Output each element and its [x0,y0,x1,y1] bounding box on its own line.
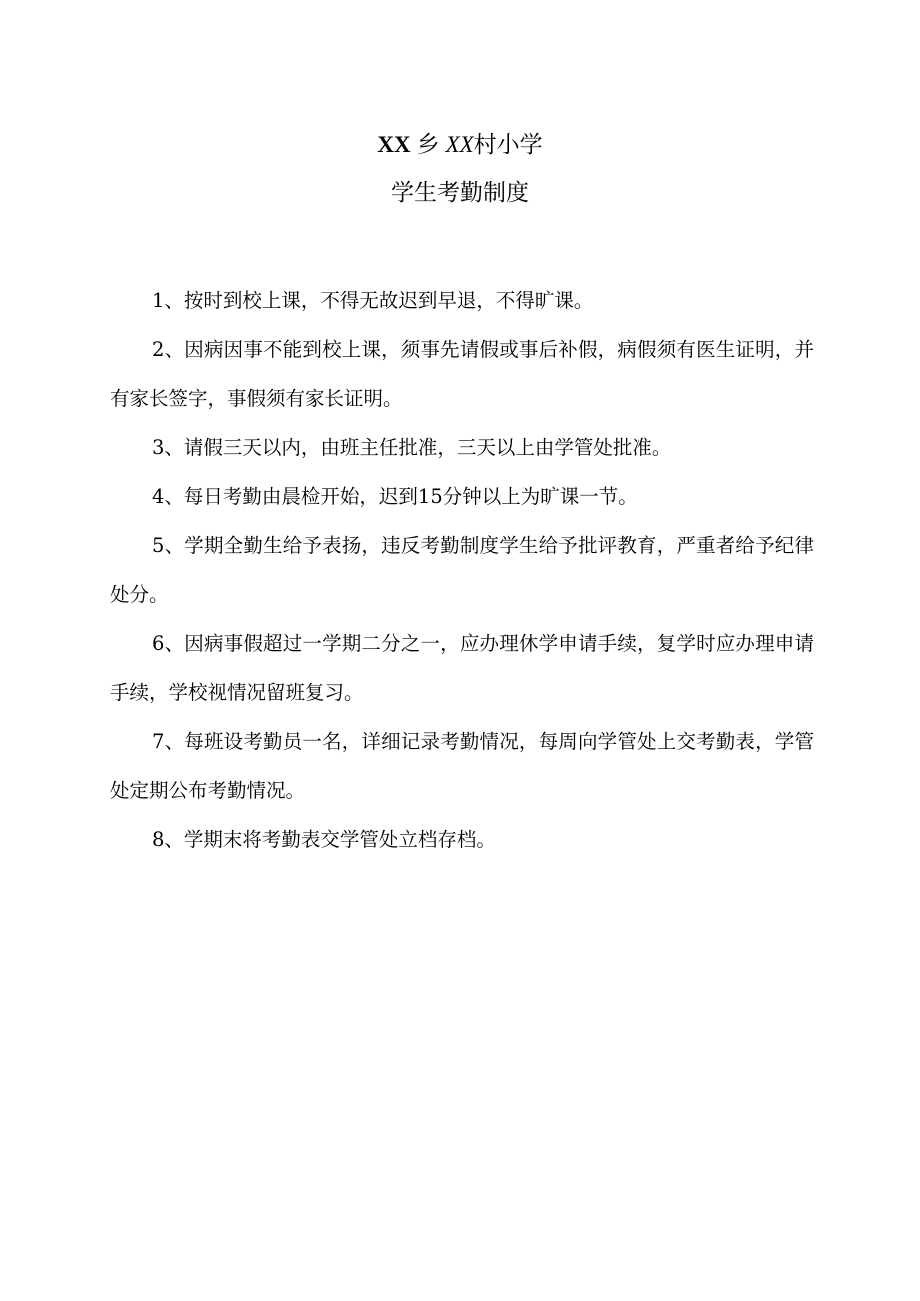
rules-list [110,276,814,864]
document-title [0,130,920,160]
rule-item-2: 2、因病因事不能到校上课，须事先请假或事后补假，病假须有医生证明，并有家长签字，事假须有家长证明。 [110,338,814,410]
rule-item-5: 5、学期全勤生给予表扬，违反考勤制度学生给予批评教育，严重者给予纪律处分。 [110,534,814,606]
document-subtitle: 学生考勤制度 [391,180,529,206]
rule-item-3: 3、请假三天以内，由班主任批准，三天以上由学管处批准。 [152,436,672,459]
title-part-2: 乡 [416,132,440,158]
rule-item-4: 4、每日考勤由晨检开始，迟到15分钟以上为旷课一节。 [152,485,638,508]
title-part-3: XX [445,132,474,157]
title-part-4: 村小学 [473,132,543,158]
title-part-1: XX [377,132,411,157]
rule-item-1: 1、按时到校上课，不得无故迟到早退，不得旷课。 [152,289,594,312]
rule-item-6: 6、因病事假超过一学期二分之一，应办理休学申请手续，复学时应办理申请手续，学校视情况留班复习。 [110,632,814,704]
rule-item-8: 8、学期末将考勤表交学管处立档存档。 [152,828,496,851]
rule-item-7: 7、每班设考勤员一名，详细记录考勤情况，每周向学管处上交考勤表，学管处定期公布考勤情况。 [110,730,814,802]
